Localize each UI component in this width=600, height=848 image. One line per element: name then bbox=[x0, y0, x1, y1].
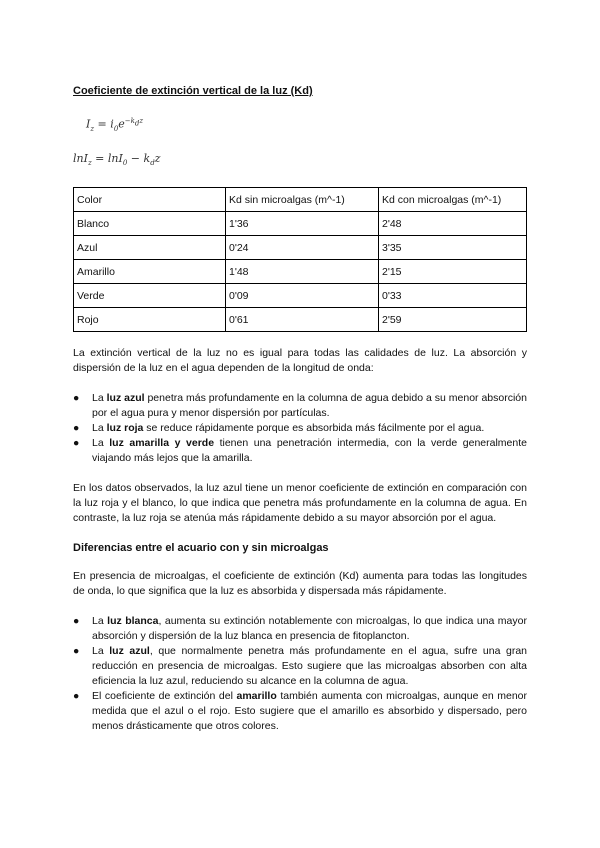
table-cell: 2'59 bbox=[379, 308, 527, 332]
table-header-cell: Kd sin microalgas (m^-1) bbox=[226, 188, 379, 212]
formula-subscript: z bbox=[90, 124, 95, 133]
list-item-text: La bbox=[92, 615, 108, 628]
table-cell: 3'35 bbox=[379, 236, 527, 260]
list-item-bold: amarillo bbox=[236, 690, 277, 703]
list-item-text: penetra más profundamente en la columna de agua debido a su menor absorción por el agua pura y menor dispersión por partículas. bbox=[92, 392, 527, 420]
list-item bbox=[73, 689, 527, 734]
formula-operator: = bbox=[94, 117, 111, 131]
formula-logarithmic bbox=[73, 152, 527, 170]
table-cell: 1'48 bbox=[226, 260, 379, 284]
list-item-bold: luz blanca bbox=[107, 615, 159, 628]
paragraph: En presencia de microalgas, el coeficiente de extinción (Kd) aumenta para todas las longitudes de onda, lo que significa que la luz es absorbida y dispersada más rápidamente. bbox=[73, 570, 527, 598]
bullet-list-microalgae bbox=[73, 614, 527, 734]
table-cell: 0'33 bbox=[379, 284, 527, 308]
formula-term: lnI bbox=[107, 151, 123, 165]
table-cell: 1'36 bbox=[226, 212, 379, 236]
table-header-row bbox=[74, 188, 527, 212]
formula-subscript: d bbox=[150, 159, 155, 168]
list-item-text: tienen una penetración intermedia, con la verde generalmente viajando más lejos que la amarilla. bbox=[92, 437, 527, 465]
list-item-text: también aumenta con microalgas, aunque en menor medida que el azul o el rojo. Esto sugiere que el amarillo es absorbido y dispersado, pero menos drásticamente que otros colores. bbox=[92, 690, 527, 733]
list-item bbox=[73, 436, 527, 466]
formula-term: z bbox=[154, 151, 161, 165]
formula-exponent-term: −k bbox=[124, 117, 135, 125]
list-item-text: La bbox=[92, 645, 110, 658]
bullet-icon: ● bbox=[73, 392, 80, 405]
formula-term: e bbox=[118, 117, 125, 131]
formula-subscript: 0 bbox=[122, 159, 128, 168]
formula-exponent bbox=[124, 117, 144, 128]
list-item-bold: luz azul bbox=[106, 392, 145, 405]
table-cell: 0'24 bbox=[226, 236, 379, 260]
page-title: Coeficiente de extinción vertical de la luz (Kd) bbox=[73, 85, 313, 97]
formula-term: lnI bbox=[73, 151, 88, 165]
table-row bbox=[74, 212, 527, 236]
bullet-icon: ● bbox=[73, 615, 80, 628]
table-cell: 2'48 bbox=[379, 212, 527, 236]
formula-subscript: z bbox=[87, 159, 92, 168]
paragraph: La extinción vertical de la luz no es igual para todas las calidades de luz. La absorción y dispersión de la luz en el agua dependen de la longitud de onda: bbox=[73, 347, 527, 375]
formula-exponential bbox=[86, 114, 527, 136]
list-item-text: , aumenta su extinción notablemente con microalgas, lo que indica una mayor absorción y dispersión de la luz blanca en presencia de fitoplancton. bbox=[92, 615, 527, 643]
table-cell: 0'09 bbox=[226, 284, 379, 308]
list-item bbox=[73, 614, 527, 644]
bullet-icon: ● bbox=[73, 690, 80, 703]
table-row bbox=[74, 284, 527, 308]
table-cell: Rojo bbox=[74, 308, 226, 332]
document-page bbox=[73, 84, 527, 734]
table-cell: Amarillo bbox=[74, 260, 226, 284]
table-cell: Verde bbox=[74, 284, 226, 308]
formula-term: I bbox=[86, 117, 91, 131]
table-cell: Azul bbox=[74, 236, 226, 260]
formula-operator: = bbox=[91, 151, 108, 165]
table-cell: 2'15 bbox=[379, 260, 527, 284]
table-header-cell: Color bbox=[74, 188, 226, 212]
list-item-text: La bbox=[92, 392, 107, 405]
kd-table bbox=[73, 187, 527, 332]
formula-term: k bbox=[143, 151, 151, 165]
table-row bbox=[74, 236, 527, 260]
list-item-text: El coeficiente de extinción del bbox=[92, 690, 237, 703]
section-heading: Diferencias entre el acuario con y sin microalgas bbox=[73, 542, 329, 555]
list-item bbox=[73, 391, 527, 421]
formula-subscript: d bbox=[134, 119, 140, 128]
bullet-icon: ● bbox=[73, 422, 80, 435]
list-item-bold: luz roja bbox=[106, 422, 144, 435]
bullet-list-light-quality bbox=[73, 391, 527, 466]
list-item-text: , que normalmente penetra más profundamente en el agua, sufre una gran reducción en presencia de microalgas. Esto sugiere que las microalgas absorben con alta eficiencia la luz azul, reduciendo su alcance en la columna de agua. bbox=[92, 645, 528, 688]
formula-exponent-term: z bbox=[139, 117, 144, 125]
paragraph: En los datos observados, la luz azul tiene un menor coeficiente de extinción en comparación con la luz roja y el blanco, lo que indica que penetra más profundamente en la columna de agua. En contraste, la luz roja se atenúa más rápidamente debido a su mayor absorción por el agua. bbox=[73, 482, 527, 525]
table-header-cell: Kd con microalgas (m^-1) bbox=[379, 188, 527, 212]
list-item-text: La bbox=[92, 437, 110, 450]
formula-operator: − bbox=[127, 151, 144, 165]
table-cell: 0'61 bbox=[226, 308, 379, 332]
list-item-text: se reduce rápidamente porque es absorbida más fácilmente por el agua. bbox=[143, 422, 485, 435]
table-row bbox=[74, 308, 527, 332]
list-item bbox=[73, 421, 527, 436]
formula-term: i bbox=[110, 117, 114, 131]
bullet-icon: ● bbox=[73, 645, 80, 658]
formula-subscript: 0 bbox=[113, 124, 119, 133]
table-cell: Blanco bbox=[74, 212, 226, 236]
bullet-icon: ● bbox=[73, 437, 80, 450]
list-item bbox=[73, 644, 527, 689]
table-row bbox=[74, 260, 527, 284]
list-item-text: La bbox=[92, 422, 107, 435]
list-item-bold: luz azul bbox=[109, 645, 150, 658]
list-item-bold: luz amarilla y verde bbox=[109, 437, 215, 450]
